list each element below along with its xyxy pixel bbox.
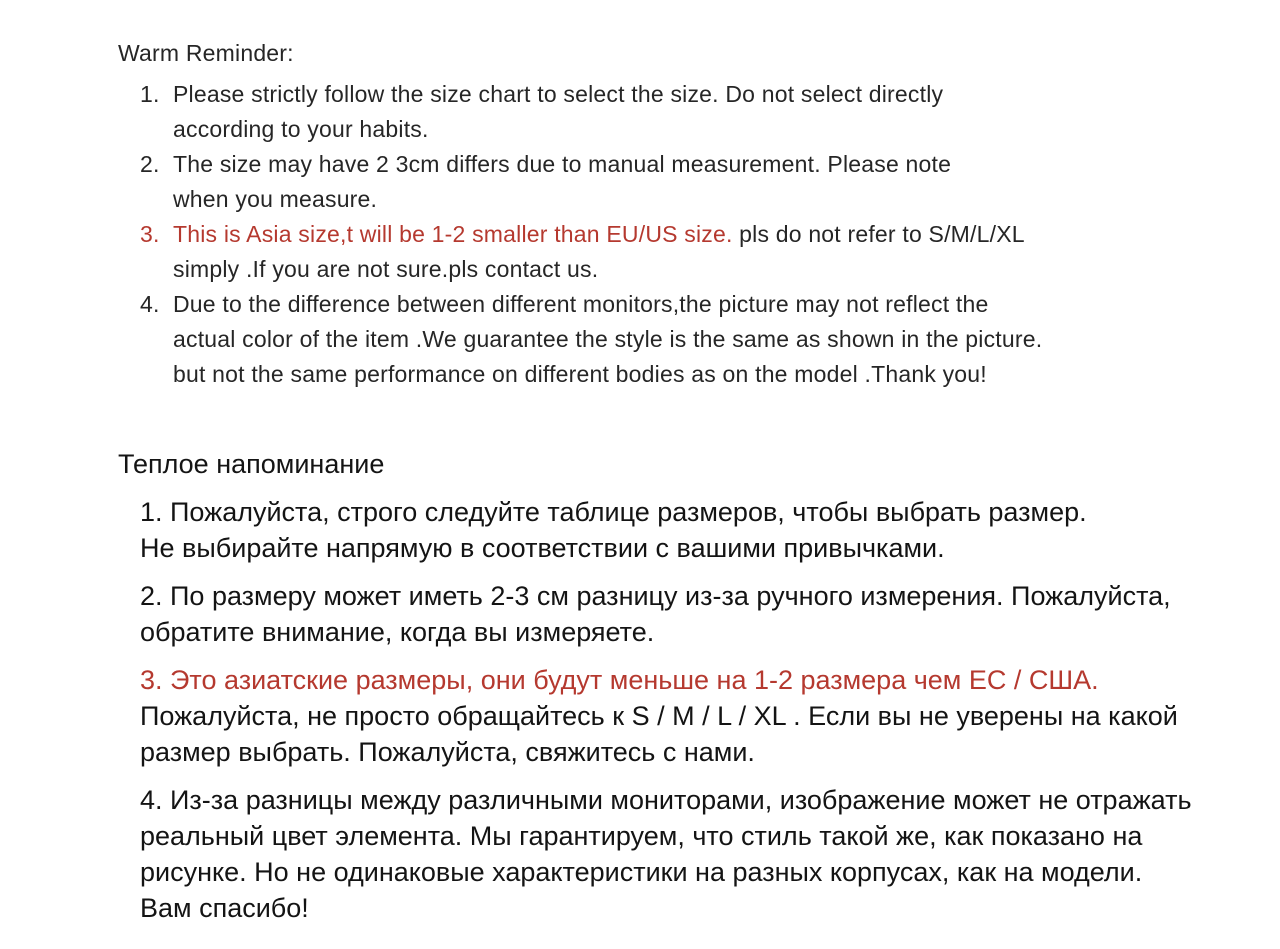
english-list (118, 77, 1280, 392)
text-segment: реальный цвет элемента. Мы гарантируем, что стиль такой же, как показано на (140, 821, 1143, 851)
russian-section (118, 446, 1280, 926)
item-text (173, 147, 951, 217)
text-segment: pls do not refer to S/M/L/XL (732, 221, 1025, 247)
text-line (173, 182, 951, 217)
russian-list-item (140, 494, 1280, 566)
item-number: 2. (140, 151, 160, 177)
text-line (140, 854, 1280, 890)
text-line (140, 734, 1280, 770)
russian-list-item (140, 662, 1280, 770)
text-segment: when you measure. (173, 186, 378, 212)
text-segment: размер выбрать. Пожалуйста, свяжитесь с нами. (140, 737, 755, 767)
text-segment: Due to the difference between different monitors,the picture may not reflect the (173, 291, 989, 317)
item-number: 1. (140, 81, 160, 107)
text-line (173, 217, 1025, 252)
text-segment: обратите внимание, когда вы измеряете. (140, 617, 655, 647)
text-line (173, 287, 1042, 322)
english-title: Warm Reminder: (118, 40, 294, 66)
text-segment: Не выбирайте напрямую в соответствии с вашими привычками. (140, 533, 945, 563)
russian-list-item (140, 782, 1280, 926)
text-segment: Please strictly follow the size chart to select the size. Do not select directly (173, 81, 944, 107)
item-number: 3. (140, 221, 160, 247)
text-line (173, 322, 1042, 357)
text-line (140, 494, 1280, 530)
text-segment: but not the same performance on different bodies as on the model .Thank you! (173, 361, 987, 387)
item-text (173, 287, 1042, 392)
text-line (140, 698, 1280, 734)
text-segment: 4. Из-за разницы между различными мониторами, изображение может не отражать (140, 785, 1192, 815)
text-segment: рисунке. Но не одинаковые характеристики на разных корпусах, как на модели. (140, 857, 1143, 887)
russian-list-item (140, 578, 1280, 650)
item-text (173, 217, 1025, 287)
text-line (173, 357, 1042, 392)
text-line (173, 112, 943, 147)
english-list-item (140, 287, 1280, 392)
text-line (140, 614, 1280, 650)
english-section (118, 36, 1280, 392)
english-list-item (140, 77, 1280, 147)
text-segment: Пожалуйста, не просто обращайтесь к S / M / L / XL . Если вы не уверены на какой (140, 701, 1178, 731)
red-highlight-text: 3. Это азиатские размеры, они будут меньше на 1-2 размера чем ЕС / США. (140, 665, 1099, 695)
text-segment: actual color of the item .We guarantee the style is the same as shown in the picture. (173, 326, 1043, 352)
text-segment: 1. Пожалуйста, строго следуйте таблице размеров, чтобы выбрать размер. (140, 497, 1087, 527)
text-line (173, 77, 943, 112)
text-segment: 2. По размеру может иметь 2-3 см разницу из-за ручного измерения. Пожалуйста, (140, 581, 1171, 611)
text-line (173, 147, 951, 182)
item-number: 4. (140, 291, 160, 317)
text-segment: according to your habits. (173, 116, 429, 142)
text-line (140, 890, 1280, 926)
text-segment: Вам спасибо! (140, 893, 309, 923)
text-line (173, 252, 1025, 287)
russian-title: Теплое напоминание (118, 449, 385, 479)
text-segment: simply .If you are not sure.pls contact us. (173, 256, 599, 282)
english-list-item (140, 147, 1280, 217)
text-line (140, 818, 1280, 854)
red-highlight-text: This is Asia size,t will be 1-2 smaller than EU/US size. (173, 221, 733, 247)
text-line (140, 662, 1280, 698)
russian-list (118, 494, 1280, 926)
item-text (173, 77, 943, 147)
english-list-item (140, 217, 1280, 287)
text-line (140, 782, 1280, 818)
text-segment: The size may have 2 3cm differs due to manual measurement. Please note (173, 151, 952, 177)
text-line (140, 530, 1280, 566)
text-line (140, 578, 1280, 614)
